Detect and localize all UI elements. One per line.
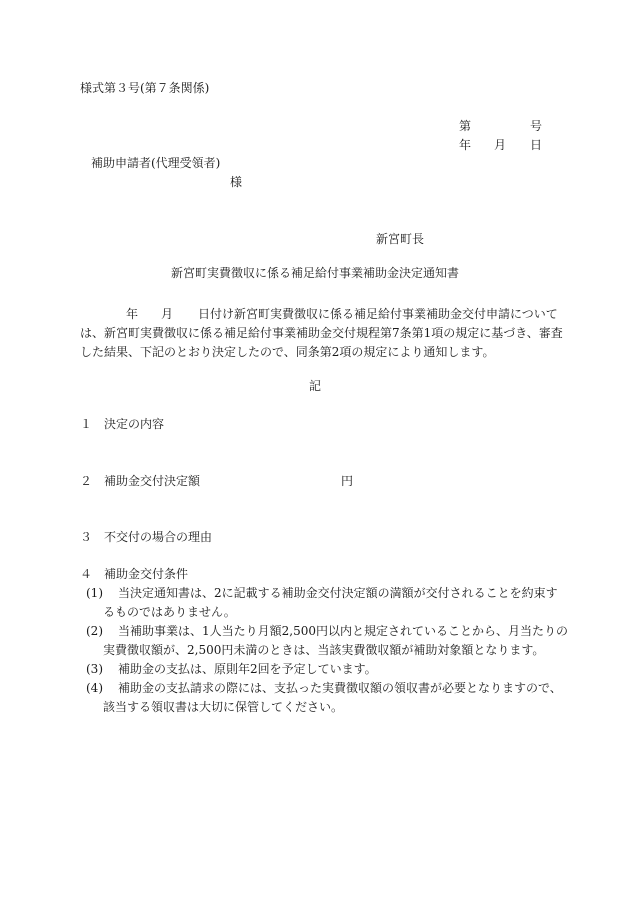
condition-line: 実費徴収額が、2,500円未満のときは、当該実費徴収額が補助対象額となります。 xyxy=(103,643,545,657)
sender-name: 新宮町長 xyxy=(376,232,425,246)
date-year: 年 xyxy=(459,138,472,152)
section-4-heading: ４ 補助金交付条件 xyxy=(80,567,189,581)
condition-line: 該当する領収書は大切に保管してください。 xyxy=(103,700,344,714)
ki-heading: 記 xyxy=(308,379,321,393)
form-label: 様式第３号(第７条関係) xyxy=(80,81,210,95)
date-day: 日 xyxy=(530,138,543,152)
condition-number: (3) xyxy=(86,662,103,676)
condition-line: 当決定通知書は、2に記載する補助金交付決定額の満額が交付されることを約束す xyxy=(118,586,558,600)
date-month: 月 xyxy=(494,138,507,152)
condition-line: 補助金の支払は、原則年2回を予定しています。 xyxy=(118,662,377,676)
body-year: 年 xyxy=(126,307,139,321)
body-line-1: 日付け新宮町実費徴収に係る補足給付事業補助金交付申請について xyxy=(198,307,558,321)
body-line-3: した結果、下記のとおり決定したので、同条第2項の規定により通知します。 xyxy=(80,345,495,359)
section-2-heading: ２ 補助金交付決定額 xyxy=(80,474,201,488)
condition-line: 当補助事業は、1人当たり月額2,500円以内と規定されていることから、月当たりの xyxy=(118,624,568,638)
section-1-heading: １ 決定の内容 xyxy=(80,417,165,431)
doc-number-dai: 第 xyxy=(459,119,472,133)
body-month: 月 xyxy=(161,307,174,321)
recipient-label: 補助申請者(代理受領者) xyxy=(91,156,221,170)
section-3-heading: ３ 不交付の場合の理由 xyxy=(80,530,213,544)
body-line-2: は、新宮町実費徴収に係る補足給付事業補助金交付規程第7条第1項の規定に基づき、審査 xyxy=(80,326,563,340)
recipient-sama: 様 xyxy=(230,175,243,189)
document-title: 新宮町実費徴収に係る補足給付事業補助金決定通知書 xyxy=(170,266,459,280)
condition-number: (2) xyxy=(86,624,103,638)
condition-line: るものではありません。 xyxy=(103,605,236,619)
doc-number-go: 号 xyxy=(530,119,543,133)
condition-line: 補助金の支払請求の際には、支払った実費徴収額の領収書が必要となりますので、 xyxy=(118,681,562,695)
section-2-yen: 円 xyxy=(341,474,354,488)
condition-number: (4) xyxy=(86,681,103,695)
condition-number: (1) xyxy=(86,586,103,600)
